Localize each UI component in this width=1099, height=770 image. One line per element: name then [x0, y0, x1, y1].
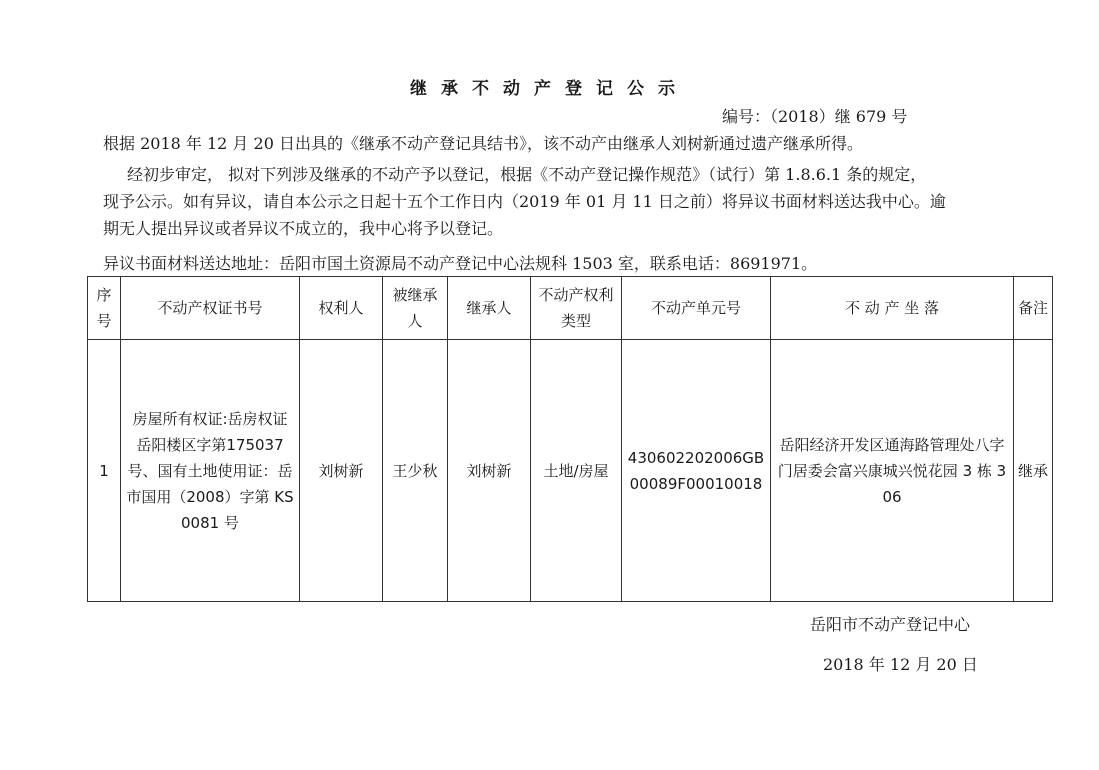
- registration-table: [87, 276, 1053, 602]
- issue-date: 2018 年 12 月 20 日: [823, 655, 978, 674]
- header-unit-no: 不动产单元号: [622, 277, 771, 340]
- paragraph-review-line-3: 期无人提出异议或者异议不成立的，我中心将予以登记。: [103, 219, 504, 238]
- header-decedent: 被继承人: [383, 277, 448, 340]
- cell-right-holder: 刘树新: [300, 340, 383, 602]
- cell-right-type: 土地/房屋: [531, 340, 622, 602]
- table-row: [88, 340, 1053, 602]
- paragraph-review: [103, 161, 1057, 242]
- header-right-holder: 权利人: [300, 277, 383, 340]
- header-heir: 继承人: [448, 277, 531, 340]
- table-header-row: [88, 277, 1053, 340]
- paragraph-review-line-2: 现予公示。如有异议，请自本公示之日起十五个工作日内（2019 年 01 月 11 日之前）将异议书面材料送达我中心。逾: [103, 192, 946, 211]
- paragraph-address: 异议书面材料送达地址：岳阳市国土资源局不动产登记中心法规科 1503 室，联系电话：8691971。: [103, 254, 818, 273]
- paragraph-review-line-1: 经初步审定， 拟对下列涉及继承的不动产予以登记，根据《不动产登记操作规范》（试行）第 1.8.6.1 条的规定，: [127, 165, 927, 184]
- header-remark: 备注: [1014, 277, 1053, 340]
- cell-cert-no: 房屋所有权证:岳房权证岳阳楼区字第175037 号、国有土地使用证：岳市国用（2008）字第 KS0081 号: [121, 340, 300, 602]
- header-seq: 序号: [88, 277, 121, 340]
- header-right-type: 不动产权利类型: [531, 277, 622, 340]
- issuer-name: 岳阳市不动产登记中心: [810, 615, 971, 634]
- cell-seq: 1: [88, 340, 121, 602]
- cell-decedent: 王少秋: [383, 340, 448, 602]
- cell-location: 岳阳经济开发区通海路管理处八字门居委会富兴康城兴悦花园 3 栋 306: [771, 340, 1014, 602]
- paragraph-basis: 根据 2018 年 12 月 20 日出具的《继承不动产登记具结书》，该不动产由继承人刘树新通过遗产继承所得。: [103, 134, 863, 153]
- document-number: 编号：（2018）继 679 号: [722, 107, 908, 126]
- cell-unit-no: 430602202006GB00089F00010018: [622, 340, 771, 602]
- cell-heir: 刘树新: [448, 340, 531, 602]
- cell-remark: 继承: [1014, 340, 1053, 602]
- page-title: 继承不动产登记公示: [410, 79, 689, 99]
- header-location: 不 动 产 坐 落: [771, 277, 1014, 340]
- header-cert-no: 不动产权证书号: [121, 277, 300, 340]
